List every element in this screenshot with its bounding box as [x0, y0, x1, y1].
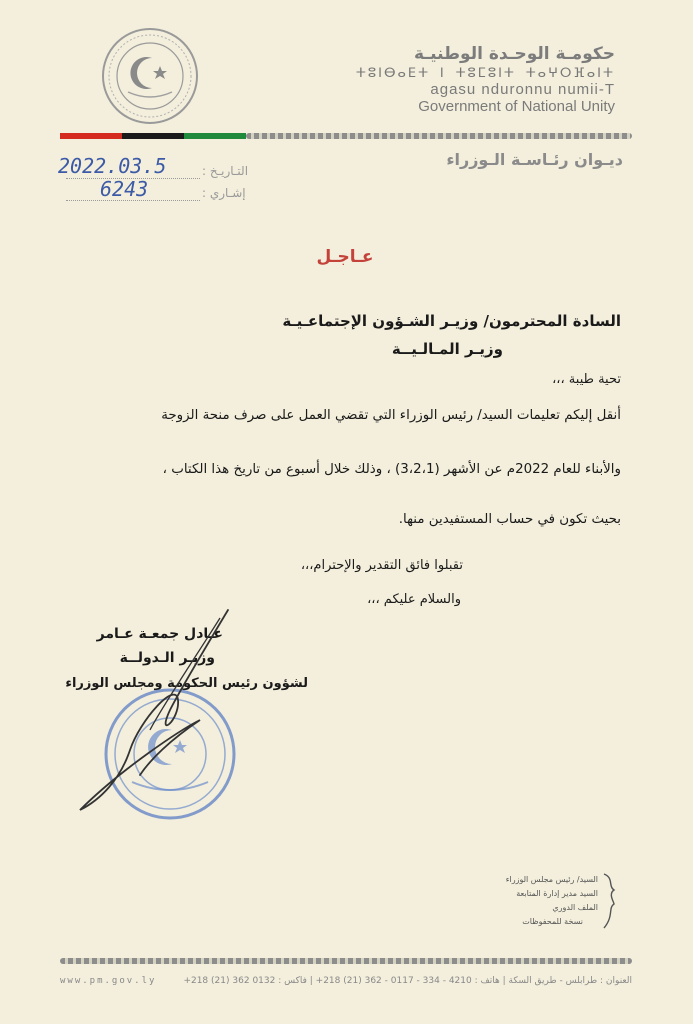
handwritten-signature-icon: [60, 600, 260, 820]
greeting: تحية طيبة ،،،: [552, 372, 621, 387]
flag-bar: [60, 133, 246, 139]
footer-divider: [60, 958, 632, 964]
government-header: [356, 44, 615, 115]
cc-line-3: الملف الدوري: [552, 903, 598, 912]
office-name: ديـوان رئـاسـة الـوزراء: [446, 150, 623, 169]
body-paragraph-2: والأبناء للعام 2022م عن الأشهر (3،2،1) ، وذلك خلال أسبوع من تاريخ هذا الكتاب ،: [162, 462, 621, 477]
reference-value: 6243: [100, 177, 149, 201]
body-paragraph-3: بحيث تكون في حساب المستفيدين منها.: [398, 512, 621, 527]
signatory-title: وزيـر الـدولــة: [119, 650, 215, 666]
cc-line-1: السيد/ رئيس مجلس الوزراء: [505, 875, 598, 884]
urgent-title: عـاجـل: [316, 247, 374, 267]
flag-green-stripe: [184, 133, 246, 139]
government-name-english: Government of National Unity: [418, 98, 615, 115]
cc-line-2: السيد مدير إدارة المتابعة: [516, 889, 598, 898]
government-name-arabic: حكومـة الوحـدة الوطنيـة: [414, 44, 615, 64]
flag-black-stripe: [122, 133, 184, 139]
date-value: 2022.03.5: [58, 154, 167, 178]
footer-address: العنوان : طرابلس - طريق السكة | هاتف : 4210 - 334 - 0117 - 362 (21) 218+ | فاكس : 0132 362 (21) 218+: [183, 976, 632, 986]
footer: [60, 976, 632, 986]
header-divider: [246, 133, 632, 139]
reference-label: إشـاري :: [202, 186, 246, 200]
flag-red-stripe: [60, 133, 122, 139]
signatory-name: عـادل جمعـة عـامر: [96, 626, 223, 642]
government-name-latin: agasu nduronnu numii-T: [430, 81, 615, 98]
body-paragraph-1: أنقل إليكم تعليمات السيد/ رئيس الوزراء التي تقضي العمل على صرف منحة الزوجة: [161, 408, 621, 423]
cc-bracket-icon: [600, 872, 618, 930]
government-name-tifinagh: ⵜⵓⵏⴱⴰⴹⵜ ⵏ ⵜⵓⵎⵓⵏⵜ ⵜⴰⵖⵔⴼⴰⵏⵜ: [355, 66, 615, 81]
footer-website: www.pm.gov.ly: [60, 976, 157, 986]
closing-salutation: والسلام عليكم ،،،: [367, 592, 461, 607]
date-label: التـاريـخ :: [202, 164, 249, 178]
state-emblem-icon: [100, 26, 200, 126]
addressee-line-2: وزيـر المـالـيــة: [391, 340, 503, 358]
signatory-portfolio: لشؤون رئيس الحكومة ومجلس الوزراء: [65, 676, 308, 691]
addressee-line-1: السادة المحترمون/ وزيـر الشـؤون الإجتماعـيـة: [282, 312, 621, 330]
closing-respect: تقبلوا فائق التقدير والإحترام،،،: [300, 558, 463, 573]
cc-line-4: نسخة للمحفوظات: [522, 917, 583, 926]
